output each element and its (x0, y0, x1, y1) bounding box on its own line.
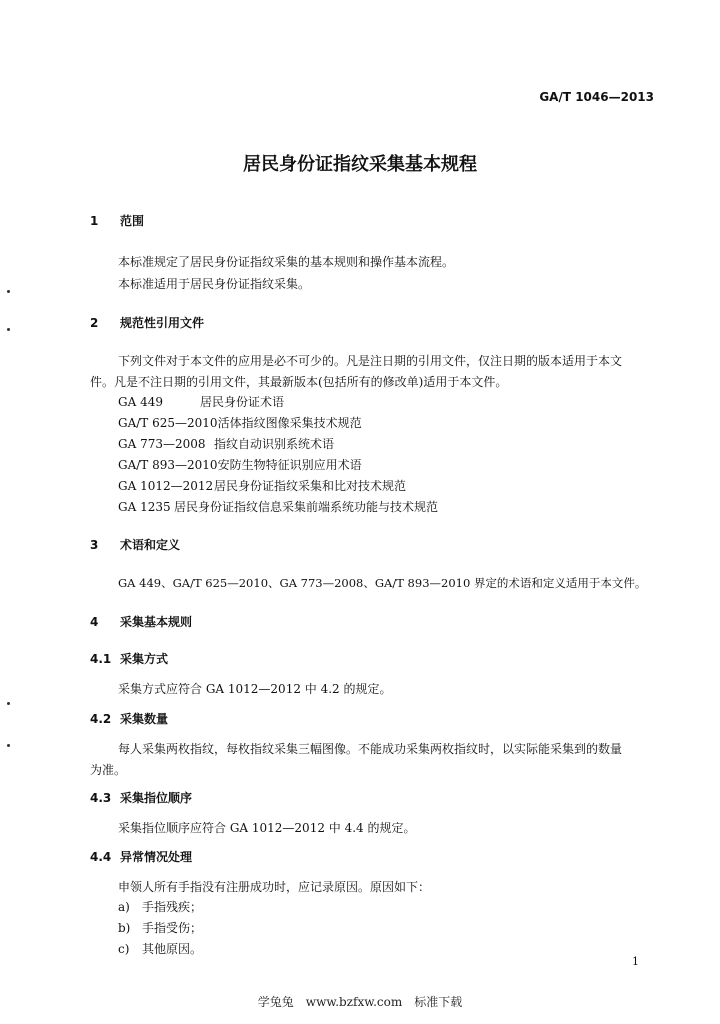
reference-title: 指纹自动识别系统术语 (214, 437, 335, 451)
reference-item (118, 498, 438, 515)
reference-code: GA 1235 (118, 500, 171, 514)
paragraph: 采集方式应符合 GA 1012—2012 中 4.2 的规定。 (118, 682, 392, 696)
standard-code: GA/T 1046—2013 (539, 90, 654, 104)
reference-code: GA 1012—2012 (118, 479, 214, 493)
margin-dot (7, 702, 10, 705)
section-4-heading (90, 613, 192, 630)
site-footer: 学兔兔 www.bzfxw.com 标准下载 (257, 995, 463, 1009)
list-label: b) (118, 921, 131, 935)
list-item (118, 940, 202, 957)
section-title: 异常情况处理 (120, 850, 193, 864)
subsection-4-2-heading (90, 710, 168, 727)
section-title: 规范性引用文件 (120, 316, 205, 330)
paragraph: GA 449、GA/T 625—2010、GA 773—2008、GA/T 893—2010 界定的术语和定义适用于本文件。 (118, 576, 647, 590)
section-1-heading (90, 212, 144, 229)
section-3-heading (90, 536, 180, 553)
section-title: 采集基本规则 (120, 615, 193, 629)
list-text: 手指受伤； (142, 921, 203, 935)
paragraph: 本标准规定了居民身份证指纹采集的基本规则和操作基本流程。 (118, 255, 455, 269)
section-number: 4.1 (90, 652, 112, 666)
reference-item (118, 414, 362, 431)
list-item (118, 898, 202, 915)
subsection-4-3-heading (90, 789, 192, 806)
margin-dot (7, 328, 10, 331)
section-number: 3 (90, 538, 99, 552)
list-label: a) (118, 900, 130, 914)
section-number: 1 (90, 214, 99, 228)
reference-title: 活体指纹图像采集技术规范 (217, 416, 362, 430)
reference-item (118, 456, 362, 473)
paragraph: 申领人所有手指没有注册成功时，应记录原因。原因如下： (118, 880, 431, 894)
margin-dot (7, 290, 10, 293)
section-number: 4.2 (90, 712, 112, 726)
section-title: 采集指位顺序 (120, 791, 193, 805)
reference-code: GA 773—2008 (118, 437, 206, 451)
margin-dot (7, 744, 10, 747)
section-number: 4.3 (90, 791, 112, 805)
paragraph: 件。凡是不注日期的引用文件，其最新版本(包括所有的修改单)适用于本文件。 (90, 375, 508, 389)
reference-item (118, 477, 406, 494)
paragraph: 每人采集两枚指纹，每枚指纹采集三幅图像。不能成功采集两枚指纹时，以实际能采集到的数量 (118, 742, 623, 756)
section-number: 2 (90, 316, 99, 330)
reference-code: GA/T 625—2010 (118, 416, 218, 430)
paragraph: 采集指位顺序应符合 GA 1012—2012 中 4.4 的规定。 (118, 821, 416, 835)
reference-item (118, 393, 284, 410)
list-item (118, 919, 202, 936)
reference-title: 居民身份证指纹采集和比对技术规范 (214, 479, 407, 493)
list-text: 其他原因。 (142, 942, 203, 956)
section-title: 采集方式 (120, 652, 169, 666)
section-title: 范围 (120, 214, 145, 228)
reference-code: GA 449 (118, 395, 163, 409)
section-2-heading (90, 314, 204, 331)
list-label: c) (118, 942, 130, 956)
list-text: 手指残疾； (142, 900, 203, 914)
paragraph: 本标准适用于居民身份证指纹采集。 (118, 277, 311, 291)
section-number: 4 (90, 615, 99, 629)
page-number: 1 (632, 955, 639, 968)
section-title: 采集数量 (120, 712, 169, 726)
subsection-4-4-heading (90, 848, 192, 865)
reference-title: 居民身份证指纹信息采集前端系统功能与技术规范 (174, 500, 439, 514)
paragraph: 为准。 (90, 763, 127, 777)
section-number: 4.4 (90, 850, 112, 864)
subsection-4-1-heading (90, 650, 168, 667)
reference-item (118, 435, 334, 452)
reference-code: GA/T 893—2010 (118, 458, 218, 472)
reference-title: 安防生物特征识别应用术语 (217, 458, 362, 472)
document-title: 居民身份证指纹采集基本规程 (243, 154, 477, 175)
section-title: 术语和定义 (120, 538, 181, 552)
paragraph: 下列文件对于本文件的应用是必不可少的。凡是注日期的引用文件，仅注日期的版本适用于本文 (118, 354, 623, 368)
reference-title: 居民身份证术语 (200, 395, 285, 409)
